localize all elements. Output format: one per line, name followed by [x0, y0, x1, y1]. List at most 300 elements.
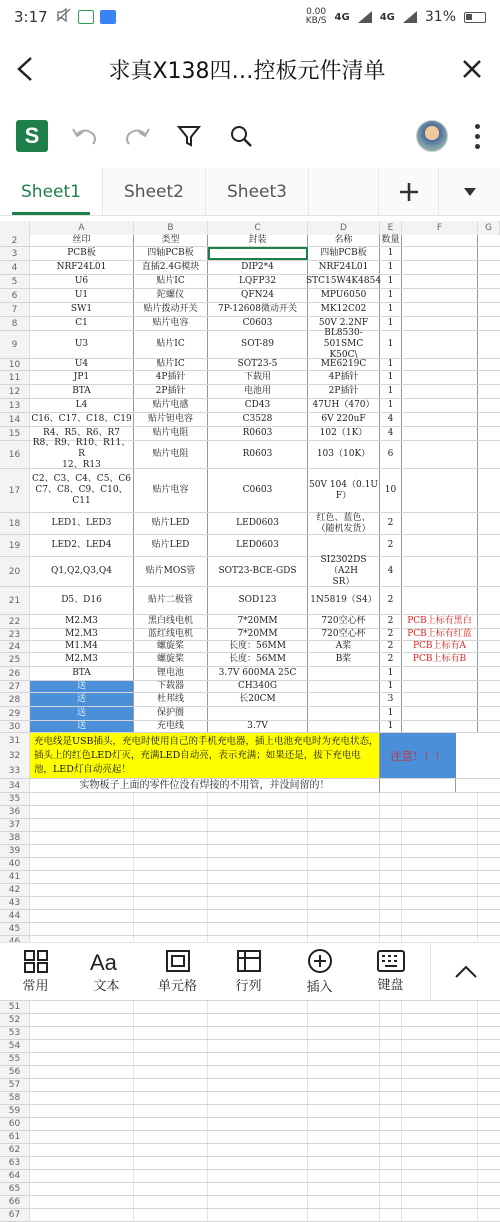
table-cell[interactable] [30, 1079, 134, 1091]
table-cell[interactable] [308, 1209, 380, 1221]
table-cell[interactable] [134, 871, 208, 883]
table-cell[interactable] [208, 1092, 308, 1104]
table-cell[interactable]: 1 [380, 289, 402, 302]
table-cell[interactable] [134, 845, 208, 857]
table-cell[interactable] [134, 1196, 208, 1208]
table-cell[interactable] [478, 261, 500, 274]
table-cell[interactable] [380, 871, 402, 883]
table-cell[interactable]: 贴片电感 [134, 399, 208, 412]
row-header[interactable]: 29 [0, 707, 30, 720]
table-cell[interactable] [402, 1196, 478, 1208]
table-cell[interactable] [308, 819, 380, 831]
table-cell[interactable]: 保护圈 [134, 707, 208, 720]
table-cell[interactable] [380, 1170, 402, 1182]
table-cell[interactable]: B桨 [308, 653, 380, 666]
table-cell[interactable] [380, 1157, 402, 1169]
table-cell[interactable] [402, 385, 478, 398]
table-cell[interactable]: 螺旋桨 [134, 653, 208, 666]
row-header[interactable]: 13 [0, 399, 30, 412]
table-cell[interactable] [380, 1131, 402, 1143]
table-cell[interactable] [134, 884, 208, 896]
row-header[interactable]: 6 [0, 289, 30, 302]
table-cell[interactable]: 1 [380, 721, 402, 732]
table-cell[interactable]: 720空心杯 [308, 629, 380, 640]
table-cell[interactable] [380, 845, 402, 857]
row-header[interactable]: 21 [0, 587, 30, 614]
redo-button[interactable] [122, 121, 152, 151]
table-cell[interactable] [208, 1001, 308, 1013]
back-button[interactable] [0, 34, 50, 104]
warning-cell[interactable]: 注意！！！ [380, 733, 456, 778]
table-cell[interactable] [208, 1079, 308, 1091]
table-cell[interactable] [30, 923, 134, 935]
table-cell[interactable] [208, 910, 308, 922]
table-cell[interactable] [134, 1053, 208, 1065]
table-cell[interactable]: STC15W4K4854 [305, 276, 382, 286]
row-header[interactable]: 23 [0, 629, 30, 640]
table-cell[interactable] [478, 693, 500, 706]
table-cell[interactable] [478, 1079, 500, 1091]
table-cell[interactable] [402, 413, 478, 426]
table-cell[interactable] [380, 858, 402, 870]
table-cell[interactable] [30, 1053, 134, 1065]
table-cell[interactable]: 1 [380, 359, 402, 370]
row-header[interactable]: 40 [0, 858, 30, 870]
table-cell[interactable] [478, 469, 500, 512]
add-sheet-button[interactable] [378, 168, 438, 215]
table-cell[interactable]: DIP2*4 [208, 261, 308, 274]
table-cell[interactable]: 螺旋桨 [134, 641, 208, 652]
row-column-button[interactable]: 行列 [213, 943, 284, 1000]
table-cell[interactable] [478, 247, 500, 260]
row-header[interactable]: 44 [0, 910, 30, 922]
table-cell[interactable] [308, 1170, 380, 1182]
table-cell[interactable]: 贴片MOS管 [134, 557, 208, 586]
table-cell[interactable] [134, 858, 208, 870]
table-cell[interactable]: 1 [380, 667, 402, 680]
table-cell[interactable] [208, 923, 308, 935]
column-header[interactable]: B [134, 221, 208, 235]
table-cell[interactable] [30, 1040, 134, 1052]
table-cell[interactable]: 贴片IC [134, 359, 208, 370]
table-cell[interactable] [380, 819, 402, 831]
row-header[interactable]: 2 [0, 235, 30, 246]
table-cell[interactable] [478, 399, 500, 412]
table-cell[interactable]: 7P-12608微动开关 [208, 303, 308, 316]
table-cell[interactable]: MPU6050 [308, 289, 380, 302]
table-cell[interactable]: A桨 [308, 641, 380, 652]
table-cell[interactable] [478, 845, 500, 857]
table-cell[interactable] [402, 1040, 478, 1052]
row-header[interactable]: 7 [0, 303, 30, 316]
table-cell[interactable]: 送 [30, 721, 134, 732]
table-cell[interactable]: LED2、LED4 [30, 535, 134, 556]
table-cell[interactable] [380, 1066, 402, 1078]
row-header[interactable]: 51 [0, 1001, 30, 1013]
table-cell[interactable]: R4、R5、R6、R7 [30, 427, 134, 440]
table-cell[interactable]: QFN24 [208, 289, 308, 302]
table-cell[interactable]: 数量 [380, 235, 402, 246]
table-cell[interactable] [402, 1092, 478, 1104]
row-header[interactable]: 67 [0, 1209, 30, 1221]
table-cell[interactable] [380, 923, 402, 935]
table-cell[interactable]: NRF24L01 [30, 261, 134, 274]
table-cell[interactable]: 贴片电容 [134, 317, 208, 330]
table-cell[interactable] [308, 1053, 380, 1065]
row-header[interactable]: 27 [0, 681, 30, 692]
table-cell[interactable] [208, 1209, 308, 1221]
table-cell[interactable] [478, 317, 500, 330]
table-cell[interactable] [478, 923, 500, 935]
row-header[interactable]: 16 [0, 441, 30, 468]
table-cell[interactable] [30, 858, 134, 870]
table-cell[interactable] [402, 681, 478, 692]
table-cell[interactable] [208, 1196, 308, 1208]
table-cell[interactable] [402, 1001, 478, 1013]
table-cell[interactable] [30, 1014, 134, 1026]
table-cell[interactable] [208, 806, 308, 818]
table-cell[interactable] [478, 1196, 500, 1208]
row-header[interactable]: 43 [0, 897, 30, 909]
charging-note[interactable]: 充电线是USB插头，充电时使用自己的手机充电器，插上电池充电时为充电状态，插头上的红色LED灯灭，充满LED自动亮，表示充满；如果还是，拔下充电电池，LED灯自动亮起！ [30, 733, 380, 778]
table-cell[interactable]: 贴片电阻 [134, 427, 208, 440]
row-header[interactable]: 10 [0, 359, 30, 370]
table-cell[interactable] [208, 871, 308, 883]
table-cell[interactable]: C0603 [208, 469, 308, 512]
table-cell[interactable] [208, 1144, 308, 1156]
table-cell[interactable]: 黑白线电机 [134, 615, 208, 628]
row-header[interactable]: 60 [0, 1118, 30, 1130]
table-cell[interactable] [30, 806, 134, 818]
row-header[interactable]: 25 [0, 653, 30, 666]
table-cell[interactable] [30, 884, 134, 896]
table-cell[interactable] [308, 1001, 380, 1013]
table-cell[interactable] [30, 819, 134, 831]
table-cell[interactable]: 贴片钽电容 [134, 413, 208, 426]
row-header[interactable]: 12 [0, 385, 30, 398]
table-cell[interactable]: SOD123 [208, 587, 308, 614]
table-cell[interactable]: 1 [380, 385, 402, 398]
row-header[interactable]: 11 [0, 371, 30, 384]
table-cell[interactable] [402, 1209, 478, 1221]
table-cell[interactable] [478, 721, 500, 732]
table-cell[interactable] [478, 653, 500, 666]
table-cell[interactable] [308, 1105, 380, 1117]
table-cell[interactable]: 四轴PCB板 [134, 247, 208, 260]
table-cell[interactable] [208, 1118, 308, 1130]
table-cell[interactable] [30, 832, 134, 844]
table-cell[interactable]: C3528 [208, 413, 308, 426]
table-cell[interactable] [402, 1014, 478, 1026]
table-cell[interactable]: 1 [380, 681, 402, 692]
table-cell[interactable] [208, 819, 308, 831]
table-cell[interactable]: D5、D16 [30, 587, 134, 614]
table-cell[interactable] [402, 806, 478, 818]
table-cell[interactable] [208, 247, 308, 260]
row-header[interactable]: 18 [0, 513, 30, 534]
table-cell[interactable]: 2 [380, 653, 402, 666]
table-cell[interactable] [134, 1118, 208, 1130]
table-cell[interactable] [308, 832, 380, 844]
table-cell[interactable] [30, 1066, 134, 1078]
table-cell[interactable]: 送 [30, 707, 134, 720]
table-cell[interactable] [478, 1092, 500, 1104]
table-cell[interactable] [478, 385, 500, 398]
table-cell[interactable] [478, 331, 500, 358]
table-cell[interactable] [402, 359, 478, 370]
table-cell[interactable]: 1 [380, 707, 402, 720]
table-cell[interactable] [308, 707, 380, 720]
table-cell[interactable] [478, 1001, 500, 1013]
row-header[interactable]: 66 [0, 1196, 30, 1208]
table-cell[interactable] [308, 681, 380, 692]
table-cell[interactable] [478, 884, 500, 896]
tab-sheet3[interactable]: Sheet3 [206, 168, 309, 215]
table-cell[interactable] [30, 1170, 134, 1182]
table-cell[interactable] [380, 793, 402, 805]
table-cell[interactable] [478, 289, 500, 302]
table-cell[interactable] [208, 1027, 308, 1039]
table-cell[interactable] [30, 845, 134, 857]
table-cell[interactable]: 7*20MM [208, 629, 308, 640]
table-cell[interactable] [402, 923, 478, 935]
sheet-menu-button[interactable] [438, 168, 500, 215]
table-cell[interactable]: PCB上标有红蓝 [402, 629, 478, 640]
table-cell[interactable]: 杜邦线 [134, 693, 208, 706]
table-cell[interactable] [308, 871, 380, 883]
row-header[interactable]: 5 [0, 275, 30, 288]
keyboard-button[interactable]: 键盘 [355, 943, 426, 1000]
table-cell[interactable] [402, 289, 478, 302]
table-cell[interactable] [308, 1157, 380, 1169]
table-cell[interactable] [30, 1092, 134, 1104]
row-header[interactable]: 31 [8, 735, 21, 746]
table-cell[interactable] [402, 884, 478, 896]
table-cell[interactable] [402, 513, 478, 534]
table-cell[interactable] [402, 535, 478, 556]
table-cell[interactable]: C2、C3、C4、C5、C6 C7、C8、C9、C10、 C11 [30, 469, 134, 512]
table-cell[interactable] [478, 858, 500, 870]
table-cell[interactable]: 1 [380, 371, 402, 384]
table-cell[interactable]: 蓝红线电机 [134, 629, 208, 640]
table-cell[interactable]: U6 [30, 275, 134, 288]
table-cell[interactable] [402, 793, 478, 805]
table-cell[interactable] [380, 897, 402, 909]
close-button[interactable] [444, 34, 500, 104]
table-cell[interactable]: U4 [30, 359, 134, 370]
table-cell[interactable] [402, 371, 478, 384]
table-cell[interactable] [402, 1170, 478, 1182]
row-header[interactable]: 41 [0, 871, 30, 883]
table-cell[interactable] [402, 587, 478, 614]
table-cell[interactable] [134, 923, 208, 935]
row-header[interactable]: 53 [0, 1027, 30, 1039]
table-cell[interactable]: U3 [30, 331, 134, 358]
table-cell[interactable] [478, 1027, 500, 1039]
column-header[interactable]: F [402, 221, 478, 235]
column-header[interactable]: C [208, 221, 308, 235]
table-cell[interactable] [478, 1118, 500, 1130]
table-cell[interactable] [30, 1027, 134, 1039]
table-cell[interactable] [478, 1144, 500, 1156]
table-cell[interactable] [30, 1001, 134, 1013]
table-cell[interactable]: SOT23-5 [208, 359, 308, 370]
table-cell[interactable]: 贴片LED [134, 535, 208, 556]
table-cell[interactable] [308, 845, 380, 857]
table-cell[interactable] [208, 707, 308, 720]
row-header[interactable]: 20 [0, 557, 30, 586]
table-cell[interactable]: BTA [30, 385, 134, 398]
table-cell[interactable] [380, 1001, 402, 1013]
table-cell[interactable] [134, 819, 208, 831]
table-cell[interactable] [402, 427, 478, 440]
column-header[interactable]: A [30, 221, 134, 235]
row-header[interactable]: 34 [0, 779, 30, 792]
table-cell[interactable] [478, 707, 500, 720]
table-cell[interactable]: C0603 [208, 317, 308, 330]
table-cell[interactable] [380, 806, 402, 818]
table-cell[interactable] [402, 441, 478, 468]
table-cell[interactable] [402, 1079, 478, 1091]
table-cell[interactable]: SOT-89 [208, 331, 308, 358]
row-header[interactable]: 42 [0, 884, 30, 896]
table-cell[interactable] [402, 1183, 478, 1195]
row-header[interactable]: 8 [0, 317, 30, 330]
table-cell[interactable] [134, 832, 208, 844]
table-cell[interactable]: 50V 2.2NF [308, 317, 380, 330]
common-tools-button[interactable]: 常用 [0, 943, 71, 1000]
table-cell[interactable] [380, 1144, 402, 1156]
table-cell[interactable]: 贴片电容 [134, 469, 208, 512]
table-cell[interactable] [380, 1183, 402, 1195]
table-cell[interactable] [208, 1105, 308, 1117]
table-cell[interactable] [402, 261, 478, 274]
row-header[interactable]: 33 [8, 765, 21, 776]
table-cell[interactable]: 1 [380, 317, 402, 330]
row-header[interactable]: 59 [0, 1105, 30, 1117]
table-cell[interactable] [30, 910, 134, 922]
table-cell[interactable] [208, 1131, 308, 1143]
table-cell[interactable]: 红色、蓝色、 （随机发货） [308, 513, 380, 534]
table-cell[interactable] [30, 871, 134, 883]
table-cell[interactable] [208, 1040, 308, 1052]
table-cell[interactable] [478, 910, 500, 922]
table-cell[interactable] [402, 832, 478, 844]
table-cell[interactable] [308, 721, 380, 732]
table-cell[interactable] [478, 235, 500, 246]
table-cell[interactable] [134, 1183, 208, 1195]
table-cell[interactable] [380, 910, 402, 922]
table-cell[interactable]: SI2302DS（A2H SR） [308, 557, 380, 586]
table-cell[interactable]: 陀螺仪 [134, 289, 208, 302]
table-cell[interactable] [308, 1014, 380, 1026]
table-cell[interactable] [380, 1040, 402, 1052]
table-cell[interactable]: 2 [380, 513, 402, 534]
table-cell[interactable]: 下载用 [208, 371, 308, 384]
table-cell[interactable] [134, 1105, 208, 1117]
table-cell[interactable] [478, 1209, 500, 1221]
table-cell[interactable] [402, 693, 478, 706]
table-cell[interactable]: M1.M4 [30, 641, 134, 652]
table-cell[interactable] [134, 910, 208, 922]
table-cell[interactable]: 长度：56MM [208, 653, 308, 666]
row-header[interactable]: 63 [0, 1157, 30, 1169]
table-cell[interactable] [308, 884, 380, 896]
table-cell[interactable] [208, 1170, 308, 1182]
table-cell[interactable] [402, 1066, 478, 1078]
table-cell[interactable]: 长度：56MM [208, 641, 308, 652]
table-cell[interactable]: 四轴PCB板 [308, 247, 380, 260]
more-options-button[interactable] [470, 121, 484, 151]
table-cell[interactable] [30, 1118, 134, 1130]
table-cell[interactable]: NRF24L01 [308, 261, 380, 274]
table-cell[interactable] [208, 897, 308, 909]
table-cell[interactable] [30, 1183, 134, 1195]
table-cell[interactable]: 7*20MM [208, 615, 308, 628]
table-cell[interactable] [402, 871, 478, 883]
table-cell[interactable] [380, 1053, 402, 1065]
table-cell[interactable] [134, 1092, 208, 1104]
table-cell[interactable]: 2 [380, 535, 402, 556]
table-cell[interactable] [208, 793, 308, 805]
row-header[interactable]: 55 [0, 1053, 30, 1065]
table-cell[interactable]: 4P插针 [134, 371, 208, 384]
table-cell[interactable] [478, 557, 500, 586]
table-cell[interactable] [402, 275, 478, 288]
table-cell[interactable] [402, 858, 478, 870]
table-cell[interactable]: M2.M3 [30, 653, 134, 666]
table-cell[interactable] [134, 1209, 208, 1221]
table-cell[interactable] [478, 275, 500, 288]
row-header[interactable]: 54 [0, 1040, 30, 1052]
table-cell[interactable] [478, 359, 500, 370]
table-cell[interactable]: 贴片IC [134, 275, 208, 288]
table-cell[interactable]: PCB上标有黑白 [402, 615, 478, 628]
table-cell[interactable] [380, 1027, 402, 1039]
row-header[interactable]: 39 [0, 845, 30, 857]
table-cell[interactable]: 1 [380, 247, 402, 260]
row-header[interactable]: 9 [0, 331, 30, 358]
table-cell[interactable] [402, 897, 478, 909]
table-cell[interactable] [478, 587, 500, 614]
insert-button[interactable]: 插入 [284, 943, 355, 1000]
table-cell[interactable] [478, 303, 500, 316]
row-header[interactable]: 22 [0, 615, 30, 628]
table-cell[interactable] [308, 535, 380, 556]
table-cell[interactable] [402, 819, 478, 831]
table-cell[interactable] [308, 806, 380, 818]
search-button[interactable] [226, 121, 256, 151]
table-cell[interactable] [380, 1209, 402, 1221]
column-header[interactable]: E [380, 221, 402, 235]
table-cell[interactable] [308, 923, 380, 935]
table-cell[interactable] [30, 897, 134, 909]
table-cell[interactable]: 2 [380, 587, 402, 614]
table-cell[interactable] [402, 303, 478, 316]
table-cell[interactable]: 3.7V 600MA 25C [208, 667, 308, 680]
table-cell[interactable]: 充电线 [134, 721, 208, 732]
table-cell[interactable] [308, 1040, 380, 1052]
table-cell[interactable] [208, 1157, 308, 1169]
table-cell[interactable] [478, 615, 500, 628]
footer-note[interactable]: 实物板子上面的零件位没有焊接的不用管，并没间留的！ [30, 779, 380, 792]
table-cell[interactable]: 1 [380, 261, 402, 274]
row-header[interactable]: 64 [0, 1170, 30, 1182]
table-cell[interactable] [134, 1131, 208, 1143]
row-header[interactable]: 62 [0, 1144, 30, 1156]
table-cell[interactable] [134, 1066, 208, 1078]
table-cell[interactable] [478, 535, 500, 556]
